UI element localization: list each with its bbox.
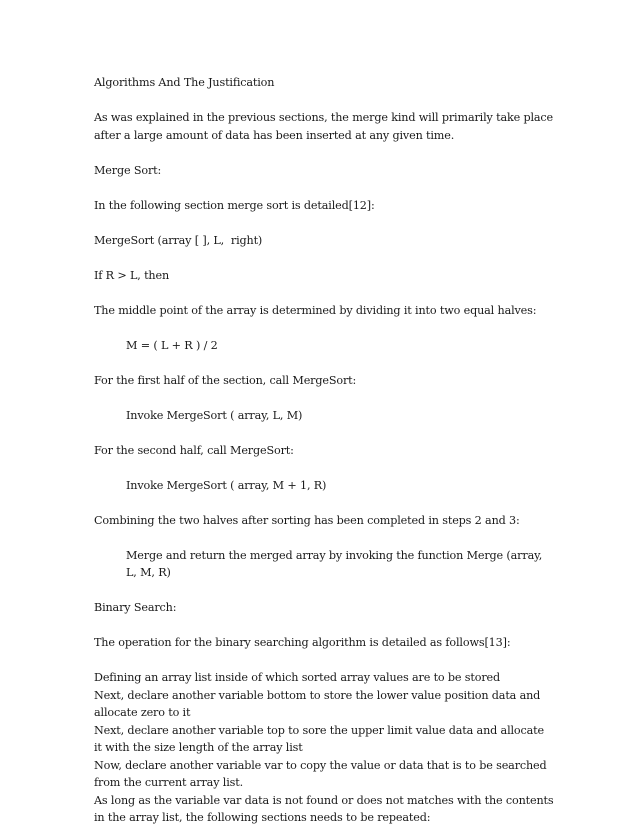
- intro-paragraph: As was explained in the previous sections, the merge kind will primarily take place after a large amount of data has been inserted at any given time.: [94, 111, 557, 142]
- merge-sort-condition: If R > L, then: [94, 268, 169, 282]
- first-half-call: Invoke MergeSort ( array, L, M): [126, 408, 303, 422]
- section-title: Algorithms And The Justification: [94, 76, 275, 89]
- binary-search-steps: [94, 669, 557, 827]
- merge-sort-heading: Merge Sort:: [94, 163, 162, 177]
- step-line: Next, declare another variable bottom to store the lower value position data and allocate zero to it: [94, 688, 544, 719]
- second-half-description: For the second half, call MergeSort:: [94, 443, 294, 457]
- step-line: Defining an array list inside of which sorted array values are to be stored: [94, 671, 501, 684]
- step-line: Now, declare another variable var to copy the value or data that is to be searched from the current array list.: [94, 758, 550, 789]
- first-half-description: For the first half of the section, call MergeSort:: [94, 373, 357, 387]
- combine-description: Combining the two halves after sorting has been completed in steps 2 and 3:: [94, 513, 520, 527]
- binary-search-intro: The operation for the binary searching algorithm is detailed as follows[13]:: [94, 636, 511, 649]
- binary-search-heading: Binary Search:: [94, 601, 177, 614]
- step-line: Next, declare another variable top to sore the upper limit value data and allocate it with the size length of the array list: [94, 723, 548, 754]
- merge-sort-intro: In the following section merge sort is detailed[12]:: [94, 198, 375, 212]
- merge-sort-signature: MergeSort (array [ ], L, right): [94, 233, 263, 247]
- midpoint-description: The middle point of the array is determined by dividing it into two equal halves:: [94, 303, 537, 317]
- second-half-call: Invoke MergeSort ( array, M + 1, R): [126, 478, 327, 492]
- step-line: As long as the variable var data is not found or does not matches with the contents in the array list, the following sections needs to be repeated:: [94, 793, 557, 824]
- merge-call: Merge and return the merged array by invoking the function Merge (array, L, M, R): [126, 548, 546, 579]
- midpoint-formula: M = ( L + R ) / 2: [126, 338, 218, 352]
- document-body: [94, 74, 557, 827]
